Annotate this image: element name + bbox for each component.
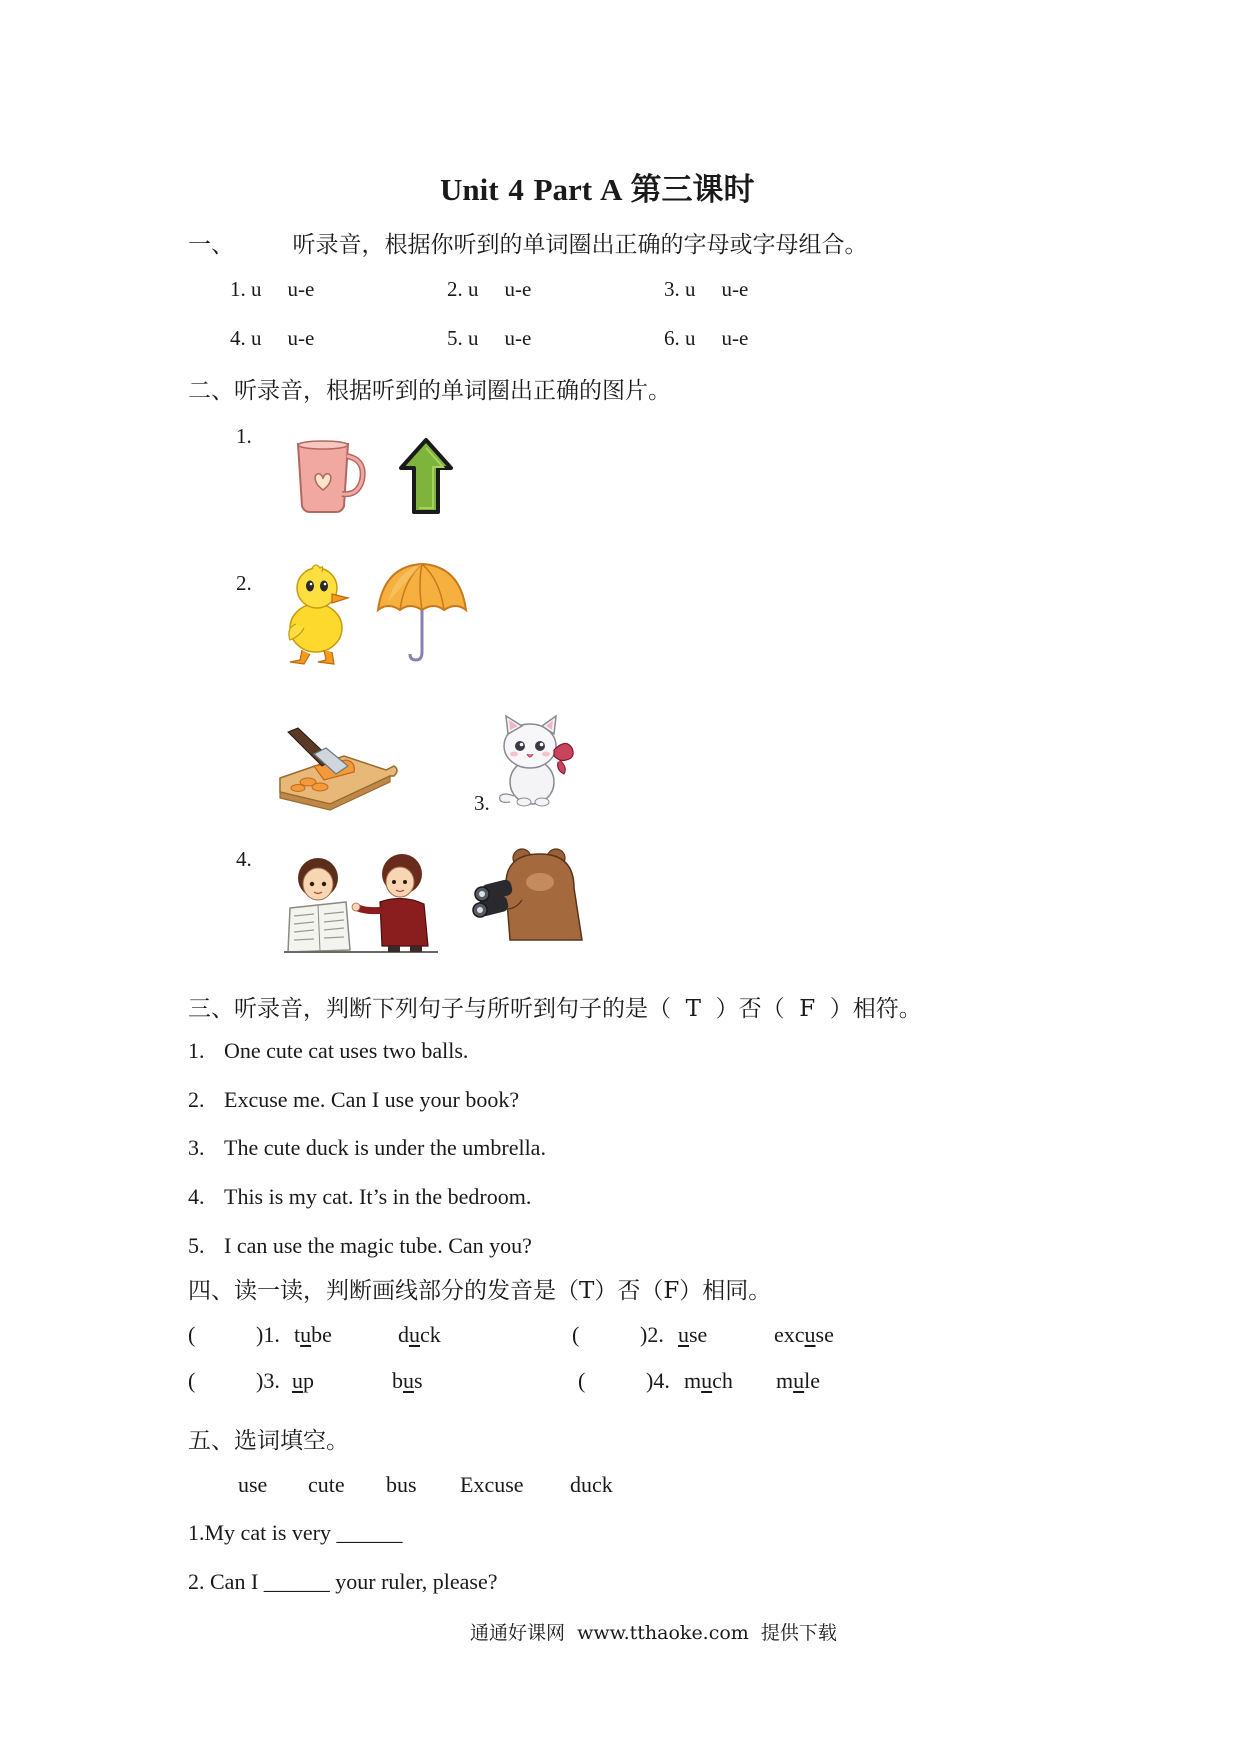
word-bank-item: duck (570, 1472, 613, 1497)
word-bank-item: cute (308, 1472, 345, 1497)
cup-picture (292, 438, 368, 514)
section-3-heading: 三、听录音，判断下列句子与所听到句子的是（ T ）否（ F ）相符。 (188, 996, 922, 1022)
pronunciation-item: ( )3. up bus (188, 1368, 423, 1393)
picture-item-number: 2. (236, 571, 252, 595)
option-item: 3. u u-e (664, 277, 749, 301)
word-1: much (684, 1368, 733, 1393)
answer-paren[interactable]: ( (572, 1322, 580, 1347)
section-4-heading: 四、读一读，判断画线部分的发音是（T）否（F）相同。 (188, 1278, 772, 1304)
word-2: bus (392, 1368, 423, 1393)
sentence-item: 1. One cute cat uses two balls. (188, 1038, 469, 1063)
word-bank-item: Excuse (460, 1472, 524, 1497)
sentence-item: 5. I can use the magic tube. Can you? (188, 1233, 532, 1258)
word-2: duck (398, 1322, 441, 1347)
up-arrow-picture (398, 438, 454, 514)
option-item: 5. u u-e (447, 326, 532, 350)
word-1: use (678, 1322, 708, 1347)
sentence-item: 4. This is my cat. It’s in the bedroom. (188, 1184, 532, 1209)
answer-paren[interactable]: ( (188, 1322, 196, 1347)
word-2: excuse (774, 1322, 834, 1347)
pronunciation-item: ( )4. much mule (578, 1368, 821, 1393)
option-item: 6. u u-e (664, 326, 749, 350)
word-bank-item: use (238, 1472, 268, 1497)
section-5-heading: 五、选词填空。 (188, 1428, 349, 1454)
picture-item-number: 4. (236, 847, 252, 871)
page-title: Unit 4 Part A 第三课时 (440, 172, 755, 207)
footer-text: 通通好课网 www.tthaoke.com 提供下载 (470, 1622, 837, 1644)
pronunciation-item: ( )2. use excuse (572, 1322, 834, 1347)
word-1: tube (294, 1322, 332, 1347)
option-item: 2. u u-e (447, 277, 532, 301)
word-2: mule (776, 1368, 821, 1393)
option-item: 1. u u-e (230, 277, 315, 301)
picture-item-number: 1. (236, 424, 252, 448)
duck-picture (282, 562, 350, 666)
sentence-item: 2. Excuse me. Can I use your book? (188, 1087, 520, 1112)
picture-item-number: 3. (474, 791, 490, 815)
option-item: 4. u u-e (230, 326, 315, 350)
section-2-heading: 二、听录音，根据听到的单词圈出正确的图片。 (188, 378, 671, 404)
sentence-item: 3. The cute duck is under the umbrella. (188, 1135, 546, 1160)
section-1-heading: 一、 听录音，根据你听到的单词圈出正确的字母或字母组合。 (188, 232, 868, 258)
word-bank-item: bus (386, 1472, 417, 1497)
word-1: up (292, 1368, 314, 1393)
cutting-board-picture (274, 726, 402, 810)
fill-blank-item[interactable]: 1.My cat is very ______ (188, 1520, 403, 1545)
answer-paren[interactable]: ( (188, 1368, 196, 1393)
answer-paren[interactable]: ( (578, 1368, 586, 1393)
excuse-me-picture (284, 850, 438, 954)
bear-binoculars-picture (470, 848, 584, 944)
fill-blank-item[interactable]: 2. Can I ______ your ruler, please? (188, 1569, 498, 1594)
umbrella-picture (374, 560, 470, 664)
pronunciation-item: ( )1. tube duck (188, 1322, 441, 1347)
cute-cat-picture (496, 712, 582, 808)
